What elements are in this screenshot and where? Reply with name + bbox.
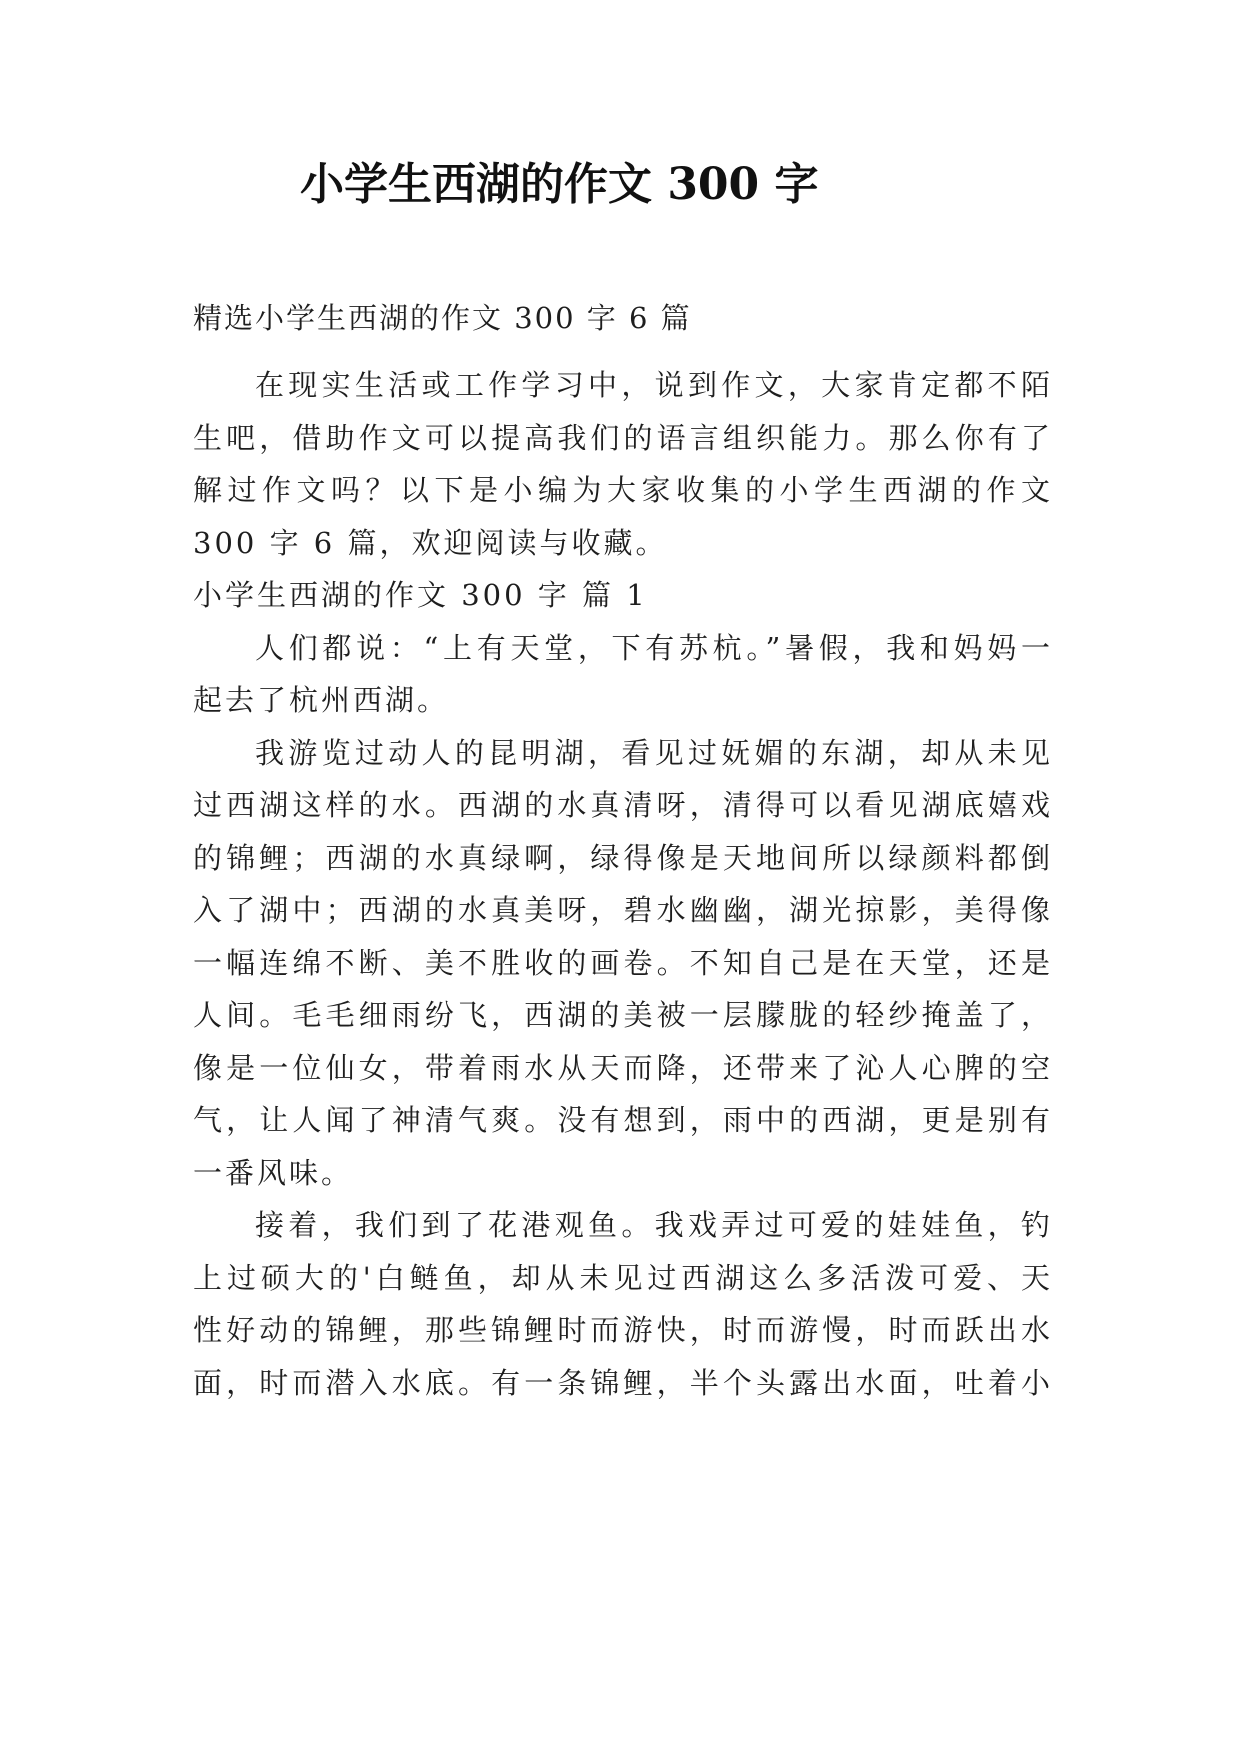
document-body [193,359,1050,1409]
paragraph [193,1199,1050,1409]
paragraph [193,727,1050,1200]
text-line: 性好动的锦鲤，那些锦鲤时而游快，时而游慢，时而跃出水 [193,1313,1050,1347]
text-line: 像是一位仙女，带着雨水从天而降，还带来了沁人心脾的空 [193,1050,1050,1085]
text-line: 入了湖中；西湖的水真美呀，碧水幽幽，湖光掠影，美得像 [193,893,1050,927]
text-line: 一番风味。 [193,1155,354,1190]
text-line: 生吧，借助作文可以提高我们的语言组织能力。那么你有了 [193,420,1050,455]
text-line: 的锦鲤；西湖的水真绿啊，绿得像是天地间所以绿颜料都倒 [193,840,1050,875]
text-line: 300 字 6 篇，欢迎阅读与收藏。 [193,525,668,560]
text-line: 解过作文吗？以下是小编为大家收集的小学生西湖的作文 [193,473,1050,507]
text-line: 我游览过动人的昆明湖，看见过妩媚的东湖，却从未见 [255,735,1050,770]
text-line: 一幅连绵不断、美不胜收的画卷。不知自己是在天堂，还是 [193,945,1050,980]
section-heading-text: 小学生西湖的作文 300 字 篇 1 [193,578,648,612]
text-line: 过西湖这样的水。西湖的水真清呀，清得可以看见湖底嬉戏 [193,788,1050,822]
text-line: 人间。毛毛细雨纷飞，西湖的美被一层朦胧的轻纱掩盖了， [193,998,1050,1032]
text-line: 接着，我们到了花港观鱼。我戏弄过可爱的娃娃鱼，钓 [255,1208,1050,1242]
page-title: 小学生西湖的作文 300 字 [300,159,819,210]
text-line: 面，时而潜入水底。有一条锦鲤，半个头露出水面，吐着小 [193,1365,1050,1400]
paragraph [193,622,1050,727]
text-line: 起去了杭州西湖。 [193,683,450,717]
text-line: 在现实生活或工作学习中，说到作文，大家肯定都不陌 [255,368,1050,402]
paragraph [193,359,1050,569]
text-line: 气，让人闻了神清气爽。没有想到，雨中的西湖，更是别有 [193,1103,1050,1137]
section-heading [193,569,1050,622]
text-line: 人们都说：“上有天堂，下有苏杭。”暑假，我和妈妈一 [255,630,1050,665]
document-subtitle: 精选小学生西湖的作文 300 字 6 篇 [193,301,692,335]
text-line: 上过硕大的'白鲢鱼，却从未见过西湖这么多活泼可爱、天 [193,1260,1050,1295]
